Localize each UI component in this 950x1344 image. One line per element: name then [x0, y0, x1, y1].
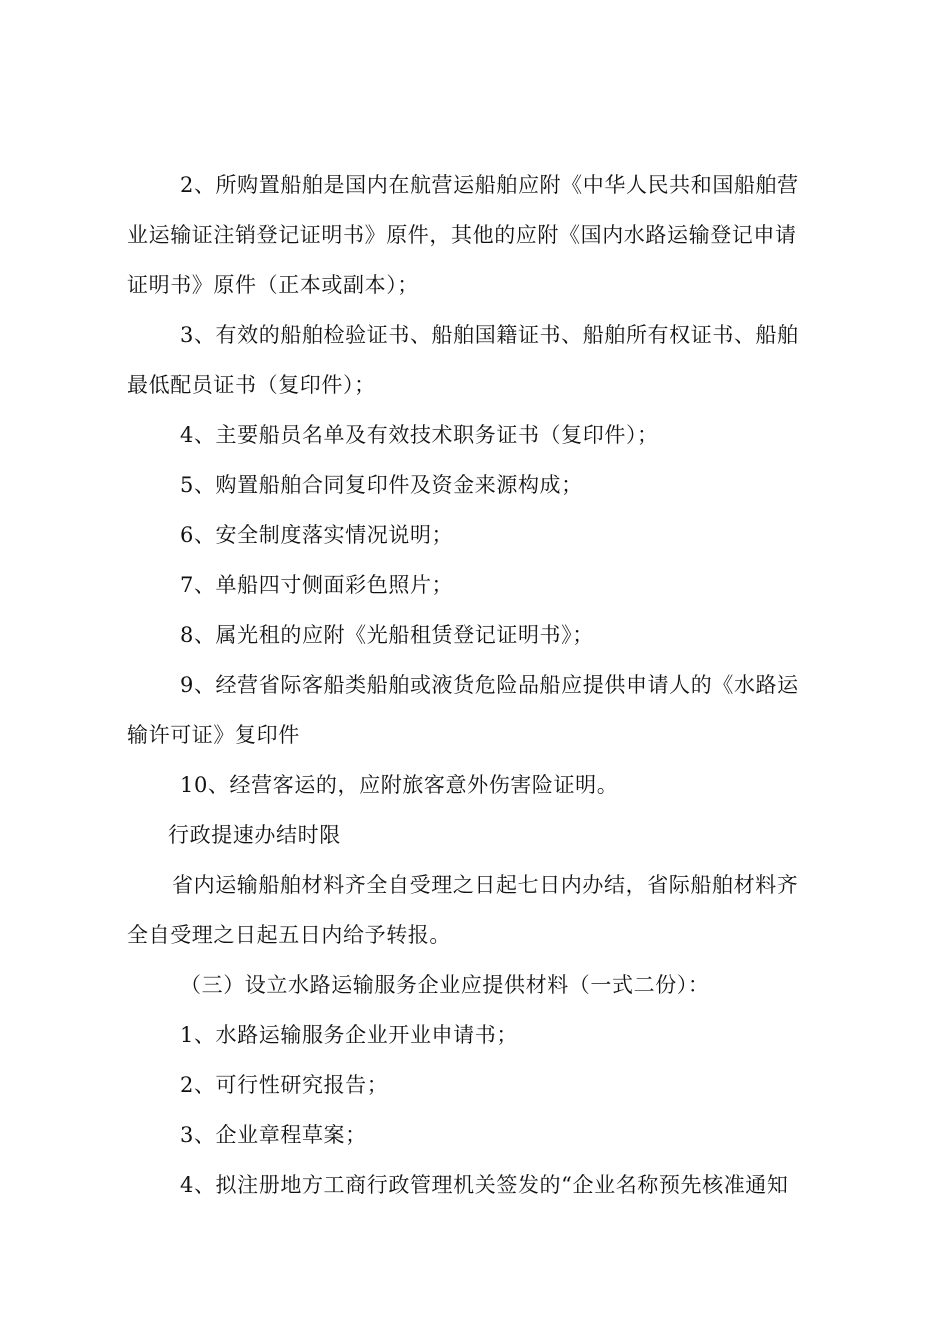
paragraph-line: 3、有效的船舶检验证书、船舶国籍证书、船舶所有权证书、船舶 — [180, 323, 799, 347]
section-heading: 行政提速办结时限 — [168, 823, 341, 847]
paragraph-line: 10、经营客运的，应附旅客意外伤害险证明。 — [180, 773, 619, 797]
paragraph-line: 3、企业章程草案； — [180, 1123, 367, 1147]
paragraph-line: 7、单船四寸侧面彩色照片； — [180, 573, 454, 597]
paragraph-line: 5、购置船舶合同复印件及资金来源构成； — [180, 473, 583, 497]
paragraph-line: 最低配员证书（复印件）； — [127, 373, 376, 397]
paragraph-line: 4、主要船员名单及有效技术职务证书（复印件）； — [180, 423, 659, 447]
paragraph-line: 1、水路运输服务企业开业申请书； — [180, 1023, 518, 1047]
paragraph-line: 2、所购置船舶是国内在航营运船舶应附《中华人民共和国船舶营 — [180, 173, 799, 197]
paragraph-line: 4、拟注册地方工商行政管理机关签发的“企业名称预先核准通知 — [180, 1173, 789, 1197]
paragraph-line: 6、安全制度落实情况说明； — [180, 523, 454, 547]
section-heading: （三）设立水路运输服务企业应提供材料（一式二份）： — [180, 973, 710, 997]
paragraph-line: 9、经营省际客船类船舶或液货危险品船应提供申请人的《水路运 — [180, 673, 799, 697]
paragraph-line: 2、可行性研究报告； — [180, 1073, 389, 1097]
paragraph-line: 8、属光租的应附《光船租赁登记证明书》； — [180, 623, 594, 647]
paragraph-line: 省内运输船舶材料齐全自受理之日起七日内办结，省际船舶材料齐 — [172, 873, 799, 897]
paragraph-line: 证明书》原件（正本或副本）； — [127, 273, 419, 297]
paragraph-line: 业运输证注销登记证明书》原件，其他的应附《国内水路运输登记申请 — [127, 223, 797, 247]
paragraph-line: 全自受理之日起五日内给予转报。 — [127, 923, 451, 947]
paragraph-line: 输许可证》复印件 — [127, 723, 300, 747]
